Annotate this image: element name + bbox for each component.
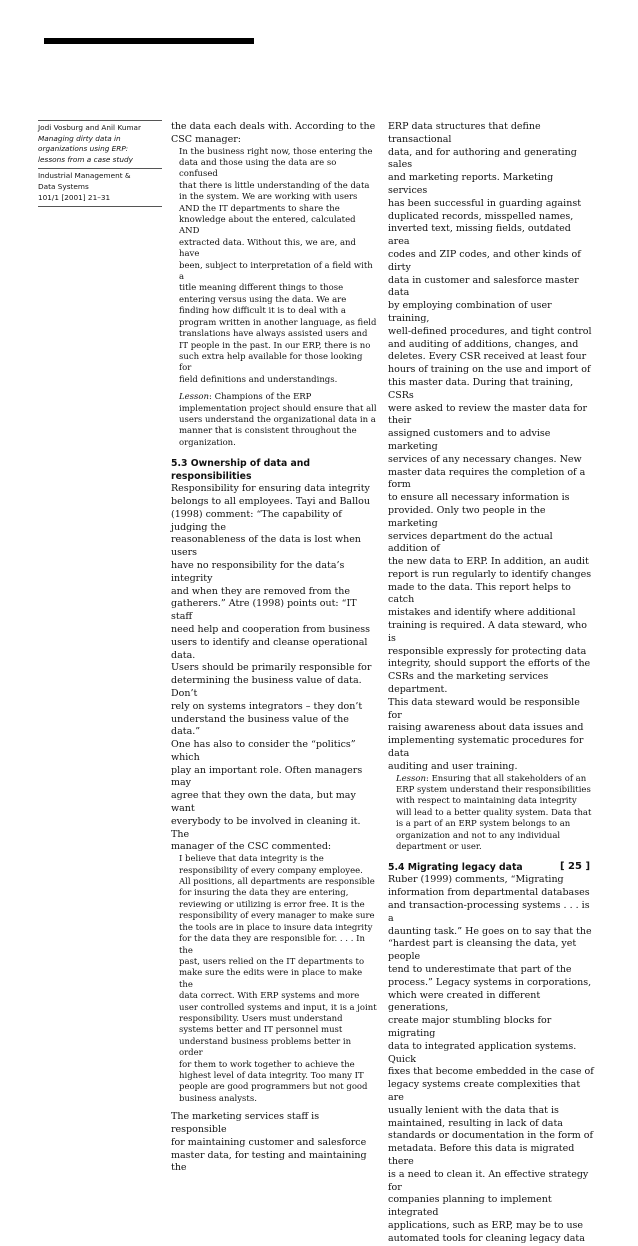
right-column: [388, 121, 594, 1246]
lesson-line: with respect to maintaining data integrity: [396, 796, 577, 807]
text-line: services of any necessary changes. New: [388, 453, 582, 465]
text-line: responsibility of every company employee.: [179, 865, 363, 876]
text-line: play an important role. Often managers may: [171, 764, 363, 789]
text-line: manager of the CSC commented:: [171, 841, 332, 853]
text-line: integrity, should support the efforts of the: [388, 658, 591, 670]
text-line: reviewing or utilizing is error free. It is the: [179, 899, 365, 910]
text-line: entering versus using the data. We are: [179, 294, 347, 305]
lesson-note: [396, 774, 594, 854]
lesson-line: organization.: [179, 437, 236, 448]
text-line: I believe that data integrity is the: [179, 854, 324, 865]
sidebar-title-line: organizations using ERP:: [38, 144, 129, 154]
left-column: [171, 121, 377, 1175]
text-line: made to the data. This report helps to catch: [388, 581, 571, 606]
text-line: belongs to all employees. Tayi and Ballou: [171, 495, 370, 507]
text-line: for them to work together to achieve the: [179, 1059, 355, 1070]
text-line: well-defined procedures, and tight control: [388, 325, 592, 337]
text-line: ERP data structures that define transactional: [388, 121, 541, 145]
sidebar-authors: Jodi Vosburg and Anil Kumar: [38, 123, 142, 132]
text-line: codes and ZIP codes, and other kinds of dirty: [388, 248, 581, 273]
text-line: IT people in the past. In our ERP, there is no: [179, 340, 371, 351]
text-line: the data each deals with. According to the: [171, 121, 376, 132]
lesson-line: manner that is consistent throughout the: [179, 426, 357, 437]
text-line: inverted text, missing fields, outdated area: [388, 223, 571, 248]
text-line: systems better and IT personnel must: [179, 1025, 343, 1036]
text-line: in the system. We are working with users: [179, 192, 358, 203]
text-line: to ensure all necessary information is: [388, 492, 570, 504]
lesson-line: will lead to a better quality system. Data that: [396, 807, 592, 818]
text-line: finding how difficult it is to deal with a: [179, 306, 346, 317]
lesson-label: Lesson: [179, 392, 209, 403]
body-paragraph: [171, 1111, 377, 1175]
text-line: CSC manager:: [171, 133, 241, 145]
text-line: data in customer and salesforce master data: [388, 274, 579, 299]
text-line: information from departmental databases: [388, 887, 590, 899]
body-paragraph: [388, 121, 594, 774]
manager-quote: [179, 854, 377, 1105]
sidebar-rule: [38, 206, 162, 207]
text-line: legacy systems create complexities that are: [388, 1079, 581, 1104]
body-paragraph: [171, 483, 377, 854]
text-line: for insuring the data they are entering,: [179, 888, 349, 899]
text-line: been, subject to interpretation of a field with a: [179, 260, 373, 283]
text-line: highest level of data integrity. Too many IT: [179, 1070, 364, 1081]
text-line: the new data to ERP. In addition, an audit: [388, 556, 589, 568]
text-line: reasonableness of the data is lost when users: [171, 534, 361, 559]
text-line: understand business problems better in order: [179, 1036, 352, 1059]
text-line: auditing and user training.: [388, 760, 518, 772]
text-line: people are good programmers but not good: [179, 1082, 368, 1093]
text-line: metadata. Before this data is migrated there: [388, 1143, 575, 1168]
sidebar-title-line: lessons from a case study: [38, 154, 133, 164]
text-line: assigned customers and to advise marketing: [388, 428, 551, 452]
text-line: One has also to consider the “politics” which: [171, 739, 356, 763]
lesson-line: organization and not to any individual: [396, 830, 561, 841]
sidebar-citation: 101/1 [2001] 21–31: [38, 192, 111, 202]
sidebar-journal-line: Data Systems: [38, 181, 89, 191]
text-line: companies planning to implement integrated: [388, 1194, 552, 1219]
section-heading: 5.3 Ownership of data and responsibilities: [171, 458, 311, 483]
text-line: services department do the actual addition of: [388, 530, 553, 555]
text-line: provided. Only two people in the marketing: [388, 504, 546, 529]
sidebar-journal-info: [38, 169, 162, 206]
text-line: implementing systematic procedures for data: [388, 735, 584, 760]
text-line: and transaction-processing systems . . . is a: [388, 900, 590, 924]
text-line: translations have always assisted users and: [179, 329, 368, 340]
text-line: raising awareness about data issues and: [388, 722, 584, 734]
text-line: training is required. A data steward, who is: [388, 620, 587, 644]
text-line: automated tools for cleaning legacy data: [388, 1232, 585, 1244]
lesson-label: Lesson: [396, 773, 426, 784]
text-line: program written in another language, as field: [179, 317, 377, 328]
lesson-line: [396, 774, 594, 785]
text-line: create major stumbling blocks for migrating: [388, 1015, 552, 1040]
sidebar-journal-line: Industrial Management &: [38, 171, 131, 181]
text-line: responsibility of every manager to make sure: [179, 911, 375, 922]
text-line: Responsibility for ensuring data integrity: [171, 483, 370, 495]
text-line: usually lenient with the data that is: [388, 1104, 559, 1116]
text-line: is a need to clean it. An effective strategy for: [388, 1168, 589, 1193]
text-line: fixes that become embedded in the case of: [388, 1066, 594, 1078]
text-line: mistakes and identify where additional: [388, 607, 576, 619]
text-line: Users should be primarily responsible for: [171, 662, 372, 674]
text-line: which were created in different generations,: [388, 989, 541, 1014]
text-line: such extra help available for those looking for: [179, 351, 363, 374]
text-line: that there is little understanding of the data: [179, 180, 370, 191]
text-line: were asked to review the master data for their: [388, 402, 588, 427]
text-line: has been successful in guarding against: [388, 197, 582, 209]
body-paragraph: [388, 874, 594, 1245]
text-line: title meaning different things to those: [179, 283, 344, 294]
text-line: this master data. During that training, CSRs: [388, 376, 574, 401]
text-line: “hardest part is cleansing the data, yet people: [388, 938, 577, 963]
text-line: In the business right now, those entering the: [179, 146, 373, 157]
text-line: This data steward would be responsible for: [388, 696, 580, 721]
text-line: CSRs and the marketing services department.: [388, 671, 549, 696]
text-line: deletes. Every CSR received at least four: [388, 351, 587, 363]
text-line: data, and for authoring and generating sales: [388, 146, 577, 171]
text-line: and auditing of additions, changes, and: [388, 338, 579, 350]
section-heading: 5.4 Migrating legacy data: [388, 862, 523, 874]
text-line: for maintaining customer and salesforce: [171, 1136, 367, 1148]
text-line: standards or documentation in the form of: [388, 1130, 593, 1142]
text-line: (1998) comment: “The capability of judging the: [171, 508, 342, 533]
lesson-note: [179, 392, 377, 449]
page-number: [ 25 ]: [560, 861, 591, 872]
sidebar-article-info: [38, 121, 162, 168]
text-line: applications, such as ERP, may be to use: [388, 1220, 584, 1231]
text-line: tend to underestimate that part of the: [388, 964, 572, 976]
lesson-line: ERP system understand their responsibilities: [396, 785, 591, 796]
text-line: data correct. With ERP systems and more: [179, 991, 360, 1002]
text-line: make sure the edits were in place to make the: [179, 968, 363, 990]
running-sidebar: [38, 120, 162, 207]
text-line: data and those using the data are so confused: [179, 158, 337, 180]
text-line: understand the business value of the data.”: [171, 713, 349, 738]
text-line: hours of training on the use and import of: [388, 364, 591, 376]
manager-quote: [179, 147, 377, 387]
text-line: rely on systems integrators – they don’t: [171, 700, 363, 712]
text-line: past, users relied on the IT departments to: [179, 956, 365, 967]
lesson-line: department or user.: [396, 842, 482, 853]
lesson-text: : Champions of the ERP: [209, 392, 312, 403]
text-line: extracted data. Without this, we are, and have: [179, 237, 356, 260]
lesson-line: is a part of an ERP system belongs to an: [396, 819, 571, 830]
text-line: and marketing reports. Marketing services: [388, 172, 554, 196]
text-line: process.” Legacy systems in corporations,: [388, 976, 592, 988]
text-line: field definitions and understandings.: [179, 374, 338, 385]
text-line: responsible expressly for protecting data: [388, 645, 587, 657]
text-line: All positions, all departments are responsible: [179, 877, 375, 888]
text-line: report is run regularly to identify changes: [388, 568, 592, 580]
text-line: users to identify and cleanse operational data.: [171, 636, 368, 661]
text-line: responsibility. Users must understand: [179, 1013, 343, 1024]
text-line: master data, for testing and maintaining the: [171, 1149, 367, 1174]
text-line: user controlled systems and input, it is a joint: [179, 1002, 377, 1013]
text-line: Ruber (1999) comments, “Migrating: [388, 874, 564, 886]
text-line: for the data they are responsible for. . . . In the: [179, 934, 365, 956]
lesson-line: [179, 392, 377, 403]
lesson-line: users understand the organizational data in a: [179, 414, 376, 425]
lesson-text: : Ensuring that all stakeholders of an: [426, 773, 587, 784]
text-line: need help and cooperation from business: [171, 623, 371, 635]
text-line: daunting task.” He goes on to say that the: [388, 925, 592, 937]
text-line: the tools are in place to insure data integrity: [179, 922, 373, 933]
text-line: maintained, resulting in lack of data: [388, 1117, 563, 1129]
text-line: have no responsibility for the data’s integrity: [171, 559, 345, 584]
text-line: The marketing services staff is responsible: [171, 1111, 320, 1135]
text-line: by employing combination of user training,: [388, 300, 552, 324]
intro-paragraph: [171, 121, 377, 147]
text-line: and when they are removed from the: [171, 585, 351, 597]
sidebar-title-line: Managing dirty data in: [38, 133, 121, 143]
text-line: determining the business value of data. Don’t: [171, 675, 362, 699]
lesson-line: implementation project should ensure that all: [179, 403, 377, 414]
text-line: everybody to be involved in cleaning it. The: [171, 815, 361, 840]
text-line: duplicated records, misspelled names,: [388, 210, 574, 222]
text-line: business analysts.: [179, 1093, 257, 1104]
text-line: knowledge about the entered, calculated AND: [179, 215, 356, 237]
text-line: data to integrated application systems. Quick: [388, 1040, 577, 1065]
text-line: agree that they own the data, but may want: [171, 790, 356, 815]
text-line: master data requires the completion of a form: [388, 466, 586, 491]
text-line: gatherers.” Atre (1998) points out: “IT staff: [171, 598, 357, 623]
header-rule: [44, 38, 254, 44]
text-line: AND the IT departments to share the: [179, 203, 340, 214]
